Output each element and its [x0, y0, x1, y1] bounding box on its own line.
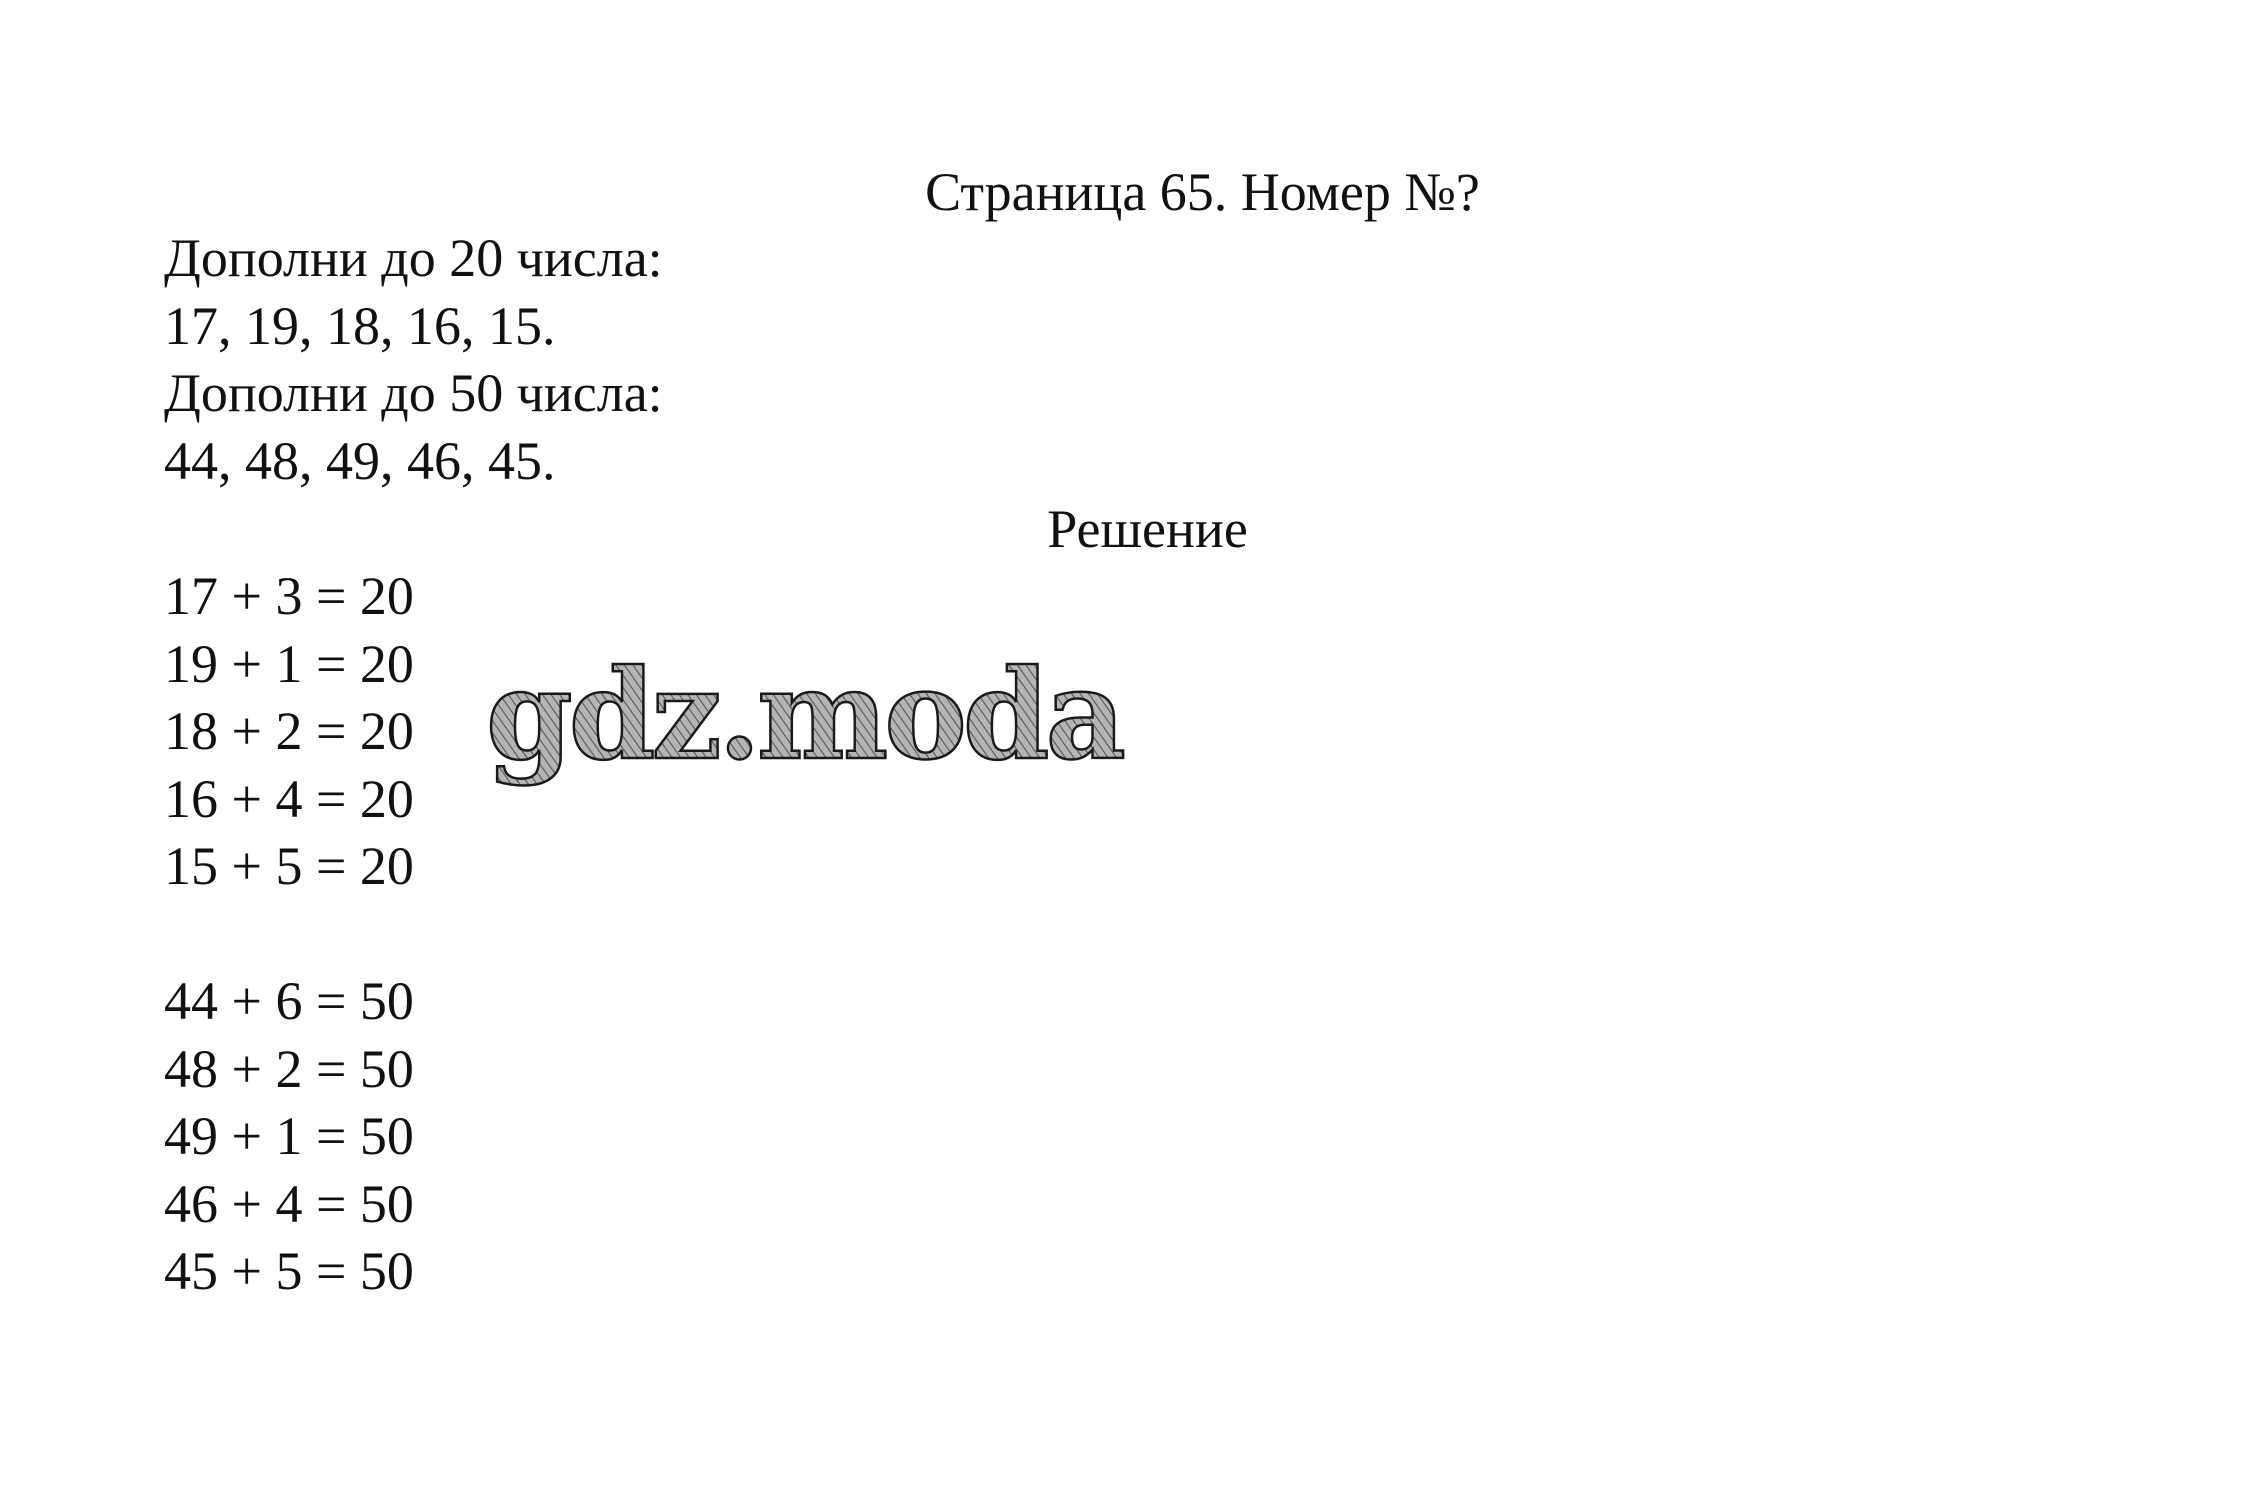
solution-group-20	[164, 563, 414, 901]
equation-line: 44 + 6 = 50	[164, 971, 414, 1031]
equation-line: 45 + 5 = 50	[164, 1241, 414, 1301]
equation-line: 17 + 3 = 20	[164, 566, 414, 626]
equation-line: 18 + 2 = 20	[164, 701, 414, 761]
equation-line: 48 + 2 = 50	[164, 1038, 414, 1099]
task-line: 17, 19, 18, 16, 15.	[164, 295, 556, 356]
task-text	[164, 225, 663, 495]
equation-line: 46 + 4 = 50	[164, 1173, 414, 1234]
solution-group-50	[164, 968, 414, 1306]
equation-line: 49 + 1 = 50	[164, 1106, 414, 1166]
svg-text:gdz.moda: gdz.moda	[486, 643, 1122, 788]
equation-line: 19 + 1 = 20	[164, 633, 414, 694]
task-line: Дополни до 20 числа:	[164, 228, 663, 288]
equation-line: 16 + 4 = 20	[164, 768, 414, 829]
solution-heading: Решение	[1047, 499, 1248, 559]
task-line: Дополни до 50 числа:	[164, 363, 663, 423]
equation-line: 15 + 5 = 20	[164, 836, 414, 896]
task-line: 44, 48, 49, 46, 45.	[164, 430, 556, 491]
page-title: Страница 65. Номер №?	[925, 162, 1480, 222]
watermark-logo	[478, 640, 1138, 800]
